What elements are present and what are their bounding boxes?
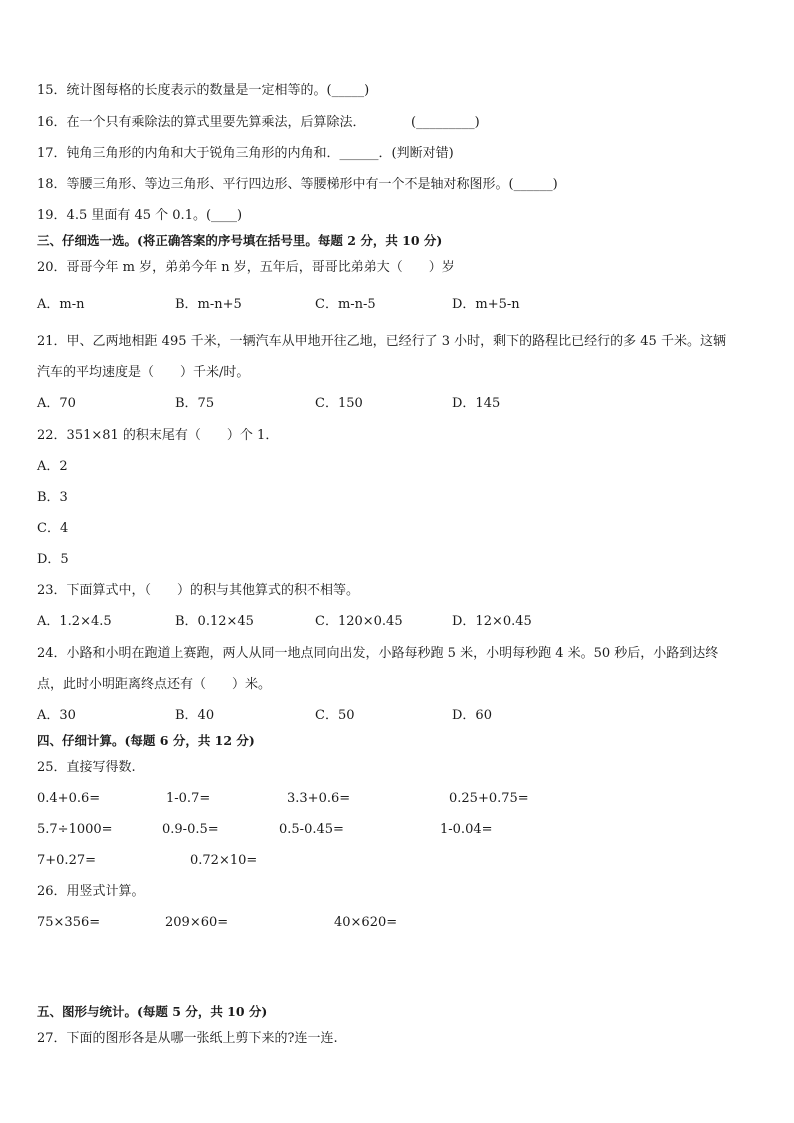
calc-item: 7+0.27= <box>37 853 97 868</box>
q22-option-b: B．3 <box>37 490 68 505</box>
q21-option-b: B．75 <box>175 396 215 411</box>
question-25-stem: 25．直接写得数. <box>37 760 136 775</box>
calc-item: 3.3+0.6= <box>287 791 351 806</box>
q23-option-d: D．12×0.45 <box>452 614 532 629</box>
question-26-stem: 26．用竖式计算。 <box>37 884 145 899</box>
calc-item: 0.72×10= <box>190 853 258 868</box>
question-23-stem: 23．下面算式中，（ ）的积与其他算式的积不相等。 <box>37 583 360 598</box>
section-4-heading: 四、仔细计算。(每题 6 分，共 12 分) <box>37 733 255 748</box>
question-17: 17．钝角三角形的内角和大于锐角三角形的内角和．______．(判断对错) <box>37 146 454 161</box>
question-27-stem: 27．下面的图形各是从哪一张纸上剪下来的?连一连. <box>37 1031 338 1046</box>
q21-option-c: C．150 <box>315 396 363 411</box>
q24-option-b: B．40 <box>175 708 215 723</box>
q20-option-c: C．m-n-5 <box>315 297 376 312</box>
question-20-stem: 20．哥哥今年 m 岁，弟弟今年 n 岁，五年后，哥哥比弟弟大（ ）岁 <box>37 260 455 275</box>
q21-option-d: D．145 <box>452 396 501 411</box>
question-22-stem: 22．351×81 的积末尾有（ ）个 1． <box>37 428 279 443</box>
vertical-calc-item: 40×620= <box>334 915 398 930</box>
section-3-heading: 三、仔细选一选。(将正确答案的序号填在括号里。每题 2 分，共 10 分) <box>37 233 443 248</box>
calc-item: 1-0.04= <box>440 822 493 837</box>
question-18: 18．等腰三角形、等边三角形、平行四边形、等腰梯形中有一个不是轴对称图形。(______) <box>37 177 558 192</box>
q21-option-a: A．70 <box>37 396 76 411</box>
vertical-calc-item: 75×356= <box>37 915 101 930</box>
q22-option-d: D．5 <box>37 552 69 567</box>
question-15: 15．统计图每格的长度表示的数量是一定相等的。(_____) <box>37 83 370 98</box>
q24-option-c: C．50 <box>315 708 355 723</box>
q20-option-b: B．m-n+5 <box>175 297 242 312</box>
vertical-calc-item: 209×60= <box>165 915 229 930</box>
q22-option-a: A．2 <box>37 459 68 474</box>
question-19: 19．4.5 里面有 45 个 0.1。(____) <box>37 208 243 223</box>
q24-option-d: D．60 <box>452 708 492 723</box>
calc-item: 0.4+0.6= <box>37 791 101 806</box>
question-24-stem-line1: 24．小路和小明在跑道上赛跑，两人从同一地点同向出发，小路每秒跑 5 米，小明每秒跑 4 米。50 秒后，小路到达终 <box>37 646 719 661</box>
q22-option-c: C．4 <box>37 521 69 536</box>
q20-option-a: A．m-n <box>37 297 85 312</box>
question-16: 16．在一个只有乘除法的算式里要先算乘法，后算除法． (_________) <box>37 115 480 130</box>
q23-option-c: C．120×0.45 <box>315 614 403 629</box>
calc-item: 1-0.7= <box>166 791 211 806</box>
section-5-heading: 五、图形与统计。(每题 5 分，共 10 分) <box>37 1004 268 1019</box>
calc-item: 0.5-0.45= <box>279 822 344 837</box>
calc-item: 0.9-0.5= <box>162 822 219 837</box>
q23-option-b: B．0.12×45 <box>175 614 254 629</box>
question-24-stem-line2: 点，此时小明距离终点还有（ ）米。 <box>37 677 272 692</box>
q23-option-a: A．1.2×4.5 <box>37 614 112 629</box>
calc-item: 0.25+0.75= <box>449 791 529 806</box>
q24-option-a: A．30 <box>37 708 76 723</box>
question-21-stem-line2: 汽车的平均速度是（ ）千米/时。 <box>37 365 250 380</box>
question-21-stem-line1: 21．甲、乙两地相距 495 千米，一辆汽车从甲地开往乙地，已经行了 3 小时，剩下的路程比已经行的多 45 千米。这辆 <box>37 334 726 349</box>
calc-item: 5.7÷1000= <box>37 822 113 837</box>
q20-option-d: D．m+5-n <box>452 297 520 312</box>
